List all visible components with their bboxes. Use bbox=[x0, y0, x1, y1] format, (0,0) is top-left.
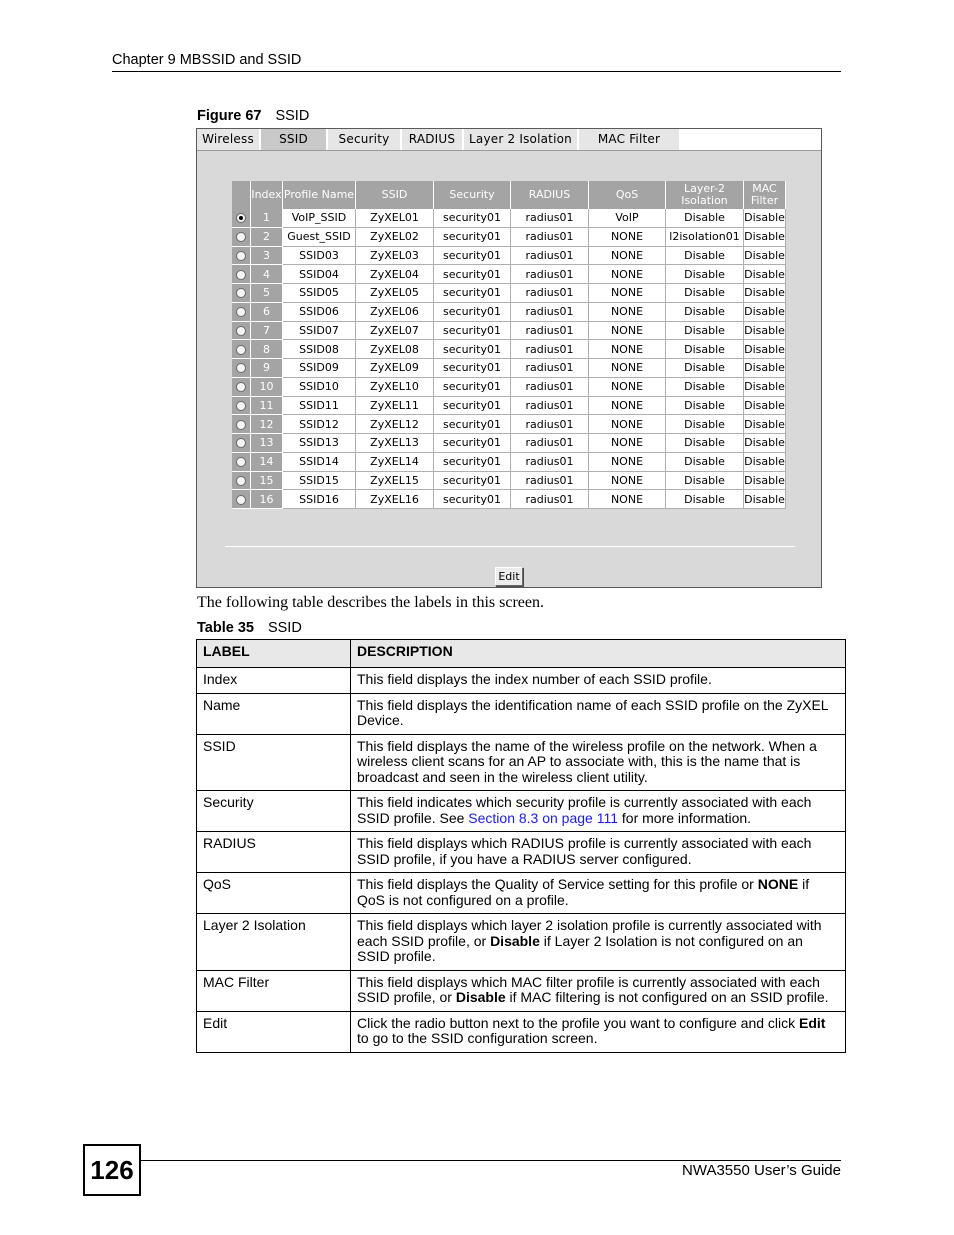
bold-term: Disable bbox=[490, 932, 540, 949]
cell-profile-name: SSID10 bbox=[283, 378, 356, 397]
row-label: RADIUS bbox=[197, 832, 351, 873]
description-text: Click the radio button next to the profile you want to configure and click bbox=[357, 1014, 800, 1031]
tab-divider bbox=[197, 150, 821, 151]
cell-radius: radius01 bbox=[511, 284, 589, 303]
ssid-profile-table bbox=[232, 181, 786, 509]
separator-line bbox=[225, 546, 795, 547]
table-title: SSID bbox=[267, 620, 302, 636]
cell-index: 7 bbox=[251, 322, 283, 341]
cell-security: security01 bbox=[434, 359, 511, 378]
tab-mac-filter[interactable]: MAC Filter bbox=[579, 129, 681, 150]
description-text: if QoS is not configured on a profile. bbox=[357, 876, 810, 908]
cell-ssid: ZyXEL13 bbox=[356, 434, 434, 453]
table-row bbox=[232, 490, 786, 509]
grid-header-mac-filter: MAC Filter bbox=[744, 181, 786, 209]
cell-ssid: ZyXEL06 bbox=[356, 303, 434, 322]
row-radio-button[interactable] bbox=[236, 495, 246, 505]
cell-qos: NONE bbox=[589, 434, 666, 453]
cell-radius: radius01 bbox=[511, 397, 589, 416]
cell-layer2-isolation: Disable bbox=[666, 284, 744, 303]
cell-qos: NONE bbox=[589, 415, 666, 434]
row-radio-button[interactable] bbox=[236, 363, 246, 373]
grid-header-security: Security bbox=[434, 181, 511, 209]
row-description bbox=[351, 734, 846, 791]
cell-mac-filter: Disable bbox=[744, 247, 786, 266]
cell-layer2-isolation: Disable bbox=[666, 322, 744, 341]
cell-security: security01 bbox=[434, 378, 511, 397]
cell-security: security01 bbox=[434, 415, 511, 434]
cell-security: security01 bbox=[434, 434, 511, 453]
table-row bbox=[232, 472, 786, 491]
table-row bbox=[232, 228, 786, 247]
cell-layer2-isolation: Disable bbox=[666, 453, 744, 472]
cell-mac-filter: Disable bbox=[744, 378, 786, 397]
description-text: to go to the SSID configuration screen. bbox=[357, 1030, 598, 1046]
cell-profile-name: SSID07 bbox=[283, 322, 356, 341]
row-select-cell bbox=[232, 490, 251, 509]
cell-index: 4 bbox=[251, 265, 283, 284]
description-text: This field displays the index number of each SSID profile. bbox=[357, 671, 712, 687]
cell-security: security01 bbox=[434, 490, 511, 509]
table-row bbox=[232, 284, 786, 303]
cell-profile-name: SSID14 bbox=[283, 453, 356, 472]
cell-radius: radius01 bbox=[511, 378, 589, 397]
table-row bbox=[197, 668, 846, 694]
row-description bbox=[351, 914, 846, 971]
row-select-cell bbox=[232, 378, 251, 397]
page-number: 126 bbox=[83, 1144, 141, 1196]
row-radio-button[interactable] bbox=[236, 232, 246, 242]
cell-radius: radius01 bbox=[511, 472, 589, 491]
cell-security: security01 bbox=[434, 265, 511, 284]
bold-term: NONE bbox=[757, 876, 799, 892]
cell-layer2-isolation: Disable bbox=[666, 472, 744, 491]
table-row bbox=[232, 453, 786, 472]
row-description bbox=[351, 693, 846, 734]
cell-mac-filter: Disable bbox=[744, 359, 786, 378]
cell-layer2-isolation: Disable bbox=[666, 209, 744, 228]
cell-mac-filter: Disable bbox=[744, 472, 786, 491]
table-row bbox=[197, 914, 846, 971]
description-text: This field displays the Quality of Service setting for this profile or bbox=[357, 876, 758, 892]
row-description bbox=[351, 832, 846, 873]
table-row bbox=[232, 322, 786, 341]
grid-header-radius: RADIUS bbox=[511, 181, 589, 209]
cell-ssid: ZyXEL14 bbox=[356, 453, 434, 472]
row-label: MAC Filter bbox=[197, 970, 351, 1011]
cell-mac-filter: Disable bbox=[744, 303, 786, 322]
cell-qos: NONE bbox=[589, 472, 666, 491]
table-row bbox=[197, 832, 846, 873]
header-rule bbox=[112, 71, 841, 72]
row-radio-button[interactable] bbox=[236, 345, 246, 355]
grid-header-qos: QoS bbox=[589, 181, 666, 209]
cell-profile-name: SSID06 bbox=[283, 303, 356, 322]
cell-index: 12 bbox=[251, 415, 283, 434]
row-label: Index bbox=[197, 668, 351, 694]
cell-index: 2 bbox=[251, 228, 283, 247]
tab-radius[interactable]: RADIUS bbox=[402, 129, 464, 150]
cell-layer2-isolation: Disable bbox=[666, 247, 744, 266]
cell-qos: VoIP bbox=[589, 209, 666, 228]
guide-title: NWA3550 User’s Guide bbox=[682, 1162, 841, 1179]
cell-layer2-isolation: Disable bbox=[666, 490, 744, 509]
cell-index: 10 bbox=[251, 378, 283, 397]
cell-layer2-isolation: Disable bbox=[666, 378, 744, 397]
row-radio-button[interactable] bbox=[236, 438, 246, 448]
cell-radius: radius01 bbox=[511, 359, 589, 378]
cell-index: 15 bbox=[251, 472, 283, 491]
row-select-cell bbox=[232, 434, 251, 453]
cell-radius: radius01 bbox=[511, 228, 589, 247]
table-row bbox=[197, 791, 846, 832]
table-row bbox=[197, 970, 846, 1011]
cell-index: 1 bbox=[251, 209, 283, 228]
cell-profile-name: SSID03 bbox=[283, 247, 356, 266]
grid-header-ssid: SSID bbox=[356, 181, 434, 209]
description-text: if MAC filtering is not configured on an SSID profile. bbox=[505, 989, 829, 1005]
cell-radius: radius01 bbox=[511, 434, 589, 453]
intro-text: The following table describes the labels in this screen. bbox=[197, 594, 545, 611]
row-radio-button[interactable] bbox=[236, 251, 246, 261]
cell-layer2-isolation: Disable bbox=[666, 359, 744, 378]
table-row bbox=[232, 359, 786, 378]
cell-radius: radius01 bbox=[511, 490, 589, 509]
cell-qos: NONE bbox=[589, 265, 666, 284]
cell-mac-filter: Disable bbox=[744, 453, 786, 472]
row-select-cell bbox=[232, 397, 251, 416]
cell-index: 14 bbox=[251, 453, 283, 472]
row-description bbox=[351, 791, 846, 832]
cell-security: security01 bbox=[434, 209, 511, 228]
table-row bbox=[197, 1011, 846, 1052]
table-row bbox=[232, 209, 786, 228]
cell-index: 9 bbox=[251, 359, 283, 378]
cell-radius: radius01 bbox=[511, 265, 589, 284]
tab-bar bbox=[197, 129, 821, 150]
tab-wireless[interactable]: Wireless bbox=[197, 129, 261, 150]
table-row bbox=[197, 734, 846, 791]
tab-security[interactable]: Security bbox=[328, 129, 402, 150]
row-select-cell bbox=[232, 472, 251, 491]
table-row bbox=[232, 340, 786, 359]
chapter-header: Chapter 9 MBSSID and SSID bbox=[112, 52, 302, 68]
cell-index: 3 bbox=[251, 247, 283, 266]
cell-profile-name: SSID08 bbox=[283, 340, 356, 359]
table-label: Table 35 bbox=[197, 620, 254, 636]
cell-index: 11 bbox=[251, 397, 283, 416]
tab-layer2-isolation[interactable]: Layer 2 Isolation bbox=[464, 129, 579, 150]
cell-radius: radius01 bbox=[511, 209, 589, 228]
description-text: This field displays which RADIUS profile is currently associated with each SSID profile, if you have a RADIUS server configured. bbox=[357, 835, 812, 867]
cell-profile-name: SSID12 bbox=[283, 415, 356, 434]
cell-security: security01 bbox=[434, 247, 511, 266]
table-row bbox=[232, 247, 786, 266]
cell-ssid: ZyXEL16 bbox=[356, 490, 434, 509]
cell-security: security01 bbox=[434, 472, 511, 491]
cell-layer2-isolation: Disable bbox=[666, 340, 744, 359]
row-label: SSID bbox=[197, 734, 351, 791]
row-radio-button[interactable] bbox=[236, 457, 246, 467]
edit-button[interactable]: Edit bbox=[495, 567, 523, 586]
cell-profile-name: SSID15 bbox=[283, 472, 356, 491]
description-text: This field displays which MAC filter profile is currently associated with each SSID profile, or bbox=[357, 973, 820, 1005]
row-radio-button[interactable] bbox=[236, 382, 246, 392]
footer-rule bbox=[141, 1160, 841, 1161]
cell-index: 8 bbox=[251, 340, 283, 359]
table-row bbox=[197, 693, 846, 734]
cell-ssid: ZyXEL05 bbox=[356, 284, 434, 303]
row-select-cell bbox=[232, 247, 251, 266]
table-row bbox=[232, 397, 786, 416]
cell-profile-name: VoIP_SSID bbox=[283, 209, 356, 228]
cell-security: security01 bbox=[434, 397, 511, 416]
cell-ssid: ZyXEL15 bbox=[356, 472, 434, 491]
row-label: QoS bbox=[197, 873, 351, 914]
cell-mac-filter: Disable bbox=[744, 415, 786, 434]
cell-radius: radius01 bbox=[511, 322, 589, 341]
row-label: Security bbox=[197, 791, 351, 832]
cell-mac-filter: Disable bbox=[744, 284, 786, 303]
cell-index: 13 bbox=[251, 434, 283, 453]
table-row bbox=[232, 378, 786, 397]
cell-ssid: ZyXEL07 bbox=[356, 322, 434, 341]
row-select-cell bbox=[232, 265, 251, 284]
grid-header-row bbox=[232, 181, 786, 209]
cell-layer2-isolation: Disable bbox=[666, 397, 744, 416]
cell-qos: NONE bbox=[589, 303, 666, 322]
row-radio-button[interactable] bbox=[236, 420, 246, 430]
cell-profile-name: Guest_SSID bbox=[283, 228, 356, 247]
cell-ssid: ZyXEL01 bbox=[356, 209, 434, 228]
desc-header-description: DESCRIPTION bbox=[351, 640, 846, 668]
cell-radius: radius01 bbox=[511, 247, 589, 266]
cell-security: security01 bbox=[434, 340, 511, 359]
cell-ssid: ZyXEL09 bbox=[356, 359, 434, 378]
cell-security: security01 bbox=[434, 453, 511, 472]
table-caption bbox=[197, 620, 302, 636]
cell-qos: NONE bbox=[589, 322, 666, 341]
row-radio-button[interactable] bbox=[236, 307, 246, 317]
cell-qos: NONE bbox=[589, 359, 666, 378]
row-select-cell bbox=[232, 453, 251, 472]
cell-security: security01 bbox=[434, 303, 511, 322]
cell-qos: NONE bbox=[589, 228, 666, 247]
row-label: Layer 2 Isolation bbox=[197, 914, 351, 971]
cell-profile-name: SSID13 bbox=[283, 434, 356, 453]
row-radio-button[interactable] bbox=[236, 270, 246, 280]
cell-security: security01 bbox=[434, 228, 511, 247]
cell-mac-filter: Disable bbox=[744, 340, 786, 359]
row-label: Name bbox=[197, 693, 351, 734]
row-select-cell bbox=[232, 209, 251, 228]
row-select-cell bbox=[232, 340, 251, 359]
description-text: for more information. bbox=[618, 809, 752, 826]
description-text: This field displays the name of the wireless profile on the network. When a wireless client scans for an AP to associate with, this is the name that is broadcast and seen in the wireless client utility. bbox=[357, 737, 817, 785]
row-label: Edit bbox=[197, 1011, 351, 1052]
row-select-cell bbox=[232, 284, 251, 303]
cell-layer2-isolation: Disable bbox=[666, 265, 744, 284]
cell-profile-name: SSID11 bbox=[283, 397, 356, 416]
row-select-cell bbox=[232, 228, 251, 247]
cell-layer2-isolation: Disable bbox=[666, 415, 744, 434]
row-select-cell bbox=[232, 322, 251, 341]
grid-header-select bbox=[232, 181, 251, 209]
cell-mac-filter: Disable bbox=[744, 434, 786, 453]
row-radio-button[interactable] bbox=[236, 476, 246, 486]
cell-profile-name: SSID16 bbox=[283, 490, 356, 509]
cell-radius: radius01 bbox=[511, 303, 589, 322]
cell-layer2-isolation: Disable bbox=[666, 303, 744, 322]
cell-layer2-isolation: l2isolation01 bbox=[666, 228, 744, 247]
description-text: This field displays which layer 2 isolation profile is currently associated with each SSID profile, or bbox=[357, 917, 822, 949]
table-row bbox=[232, 415, 786, 434]
row-radio-button[interactable] bbox=[236, 401, 246, 411]
cell-qos: NONE bbox=[589, 397, 666, 416]
cell-mac-filter: Disable bbox=[744, 490, 786, 509]
cell-ssid: ZyXEL11 bbox=[356, 397, 434, 416]
row-radio-button[interactable] bbox=[236, 213, 246, 223]
cell-radius: radius01 bbox=[511, 453, 589, 472]
figure-title: SSID bbox=[275, 108, 310, 124]
cell-mac-filter: Disable bbox=[744, 322, 786, 341]
figure-caption bbox=[197, 108, 309, 124]
figure-label: Figure 67 bbox=[197, 108, 262, 124]
description-text: if Layer 2 Isolation is not configured on an SSID profile. bbox=[357, 932, 803, 964]
cell-profile-name: SSID04 bbox=[283, 265, 356, 284]
row-description bbox=[351, 668, 846, 694]
description-text: This field indicates which security profile is currently associated with each SSID profile. See bbox=[357, 794, 812, 826]
cell-index: 5 bbox=[251, 284, 283, 303]
cell-index: 6 bbox=[251, 303, 283, 322]
table-row bbox=[197, 873, 846, 914]
bold-term: Edit bbox=[799, 1014, 826, 1031]
cell-ssid: ZyXEL08 bbox=[356, 340, 434, 359]
cell-security: security01 bbox=[434, 284, 511, 303]
bold-term: Disable bbox=[455, 989, 506, 1005]
cell-radius: radius01 bbox=[511, 415, 589, 434]
cell-ssid: ZyXEL04 bbox=[356, 265, 434, 284]
cell-qos: NONE bbox=[589, 340, 666, 359]
ssid-screenshot bbox=[196, 128, 822, 588]
cell-index: 16 bbox=[251, 490, 283, 509]
grid-header-profile-name: Profile Name bbox=[283, 181, 356, 209]
cell-qos: NONE bbox=[589, 490, 666, 509]
row-select-cell bbox=[232, 415, 251, 434]
row-description bbox=[351, 970, 846, 1011]
cell-qos: NONE bbox=[589, 284, 666, 303]
desc-header-label: LABEL bbox=[197, 640, 351, 668]
cell-mac-filter: Disable bbox=[744, 397, 786, 416]
cell-qos: NONE bbox=[589, 453, 666, 472]
row-radio-button[interactable] bbox=[236, 326, 246, 336]
description-text: This field displays the identification name of each SSID profile on the ZyXEL Device. bbox=[357, 696, 829, 728]
cell-security: security01 bbox=[434, 322, 511, 341]
cell-radius: radius01 bbox=[511, 340, 589, 359]
cell-ssid: ZyXEL12 bbox=[356, 415, 434, 434]
cell-mac-filter: Disable bbox=[744, 265, 786, 284]
table-row bbox=[232, 303, 786, 322]
row-radio-button[interactable] bbox=[236, 288, 246, 298]
cell-profile-name: SSID05 bbox=[283, 284, 356, 303]
table-row bbox=[232, 434, 786, 453]
table-row bbox=[232, 265, 786, 284]
cell-mac-filter: Disable bbox=[744, 209, 786, 228]
label-description-table bbox=[196, 639, 846, 1053]
desc-header-row bbox=[197, 640, 846, 668]
row-description bbox=[351, 873, 846, 914]
tab-ssid[interactable]: SSID bbox=[261, 129, 328, 150]
row-select-cell bbox=[232, 303, 251, 322]
cell-ssid: ZyXEL10 bbox=[356, 378, 434, 397]
row-select-cell bbox=[232, 359, 251, 378]
cell-profile-name: SSID09 bbox=[283, 359, 356, 378]
cross-reference-link[interactable]: Section 8.3 on page 111 bbox=[468, 809, 618, 826]
cell-ssid: ZyXEL02 bbox=[356, 228, 434, 247]
row-description bbox=[351, 1011, 846, 1052]
cell-qos: NONE bbox=[589, 378, 666, 397]
cell-ssid: ZyXEL03 bbox=[356, 247, 434, 266]
cell-layer2-isolation: Disable bbox=[666, 434, 744, 453]
cell-mac-filter: Disable bbox=[744, 228, 786, 247]
cell-qos: NONE bbox=[589, 247, 666, 266]
grid-header-index: Index bbox=[251, 181, 283, 209]
grid-header-layer2-isolation: Layer-2 Isolation bbox=[666, 181, 744, 209]
